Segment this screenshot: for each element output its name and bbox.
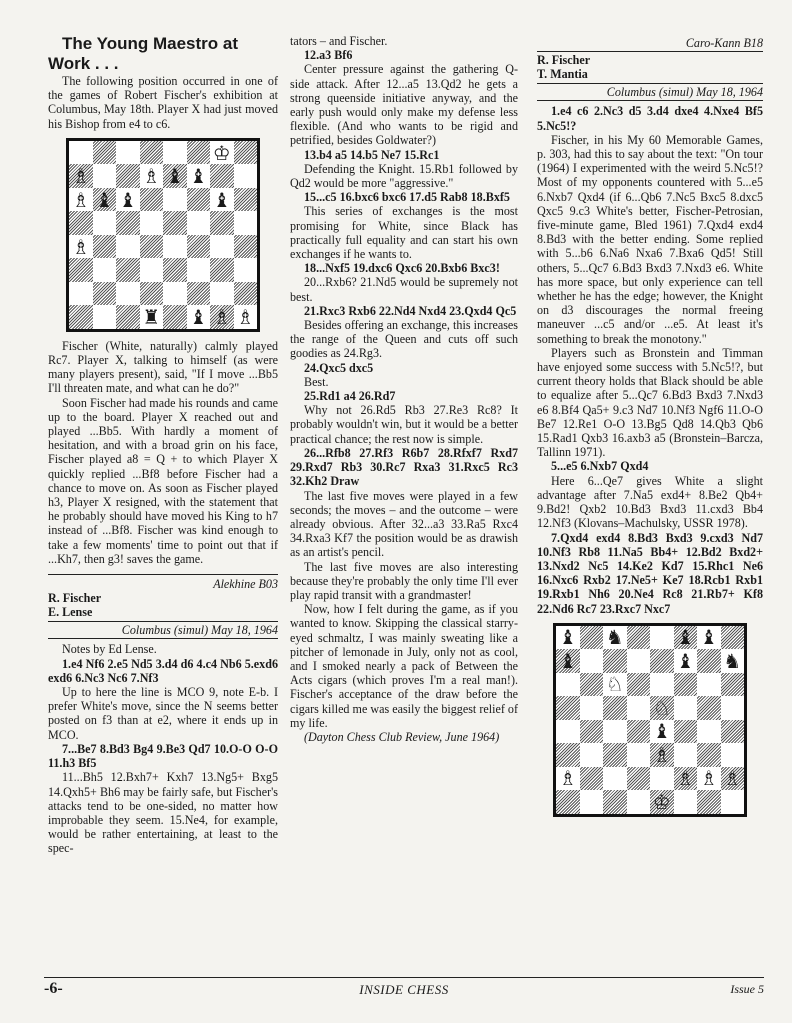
board-square <box>163 164 187 188</box>
board-square <box>93 258 117 282</box>
move-line: 12.a3 Bf6 <box>304 48 353 63</box>
board-square <box>140 305 164 329</box>
board-square <box>93 188 117 212</box>
paragraph: Soon Fischer had made his rounds and came up to the board. Player X reached out and played ...Bb5. With hardly a moment of hesitation, and with a broad grin on his face, Fischer played a8 = Q + to which Player X quickly replied ...Bf8 before Fischer had a chance to move on. As soon as Fischer played h3, Player X resigned, with the statement that he probably should have moved his King to h7 instead of ...Bf8. Fischer was kind enough to take a few moments' time to point out that if ...Kh7, then g3! saves the game. <box>48 395 278 566</box>
page-number: -6- <box>44 980 63 997</box>
board-square <box>674 673 698 697</box>
black-player: T. Mantia <box>537 67 588 82</box>
board-square <box>580 696 604 720</box>
board-square <box>580 649 604 673</box>
paragraph: Why not 26.Rd5 Rb3 27.Re3 Rc8? It probably wouldn't win, but it would be a better practical chance; the rest now is simple. <box>290 403 518 446</box>
board-square <box>556 743 580 767</box>
white-player: R. Fischer <box>537 53 591 68</box>
move-line: 25.Rd1 a4 26.Rd7 <box>304 389 396 404</box>
chess-piece-icon: ♝ <box>189 305 208 330</box>
board-square <box>140 141 164 165</box>
chess-diagram-1 <box>66 138 260 332</box>
magazine-name: INSIDE CHESS <box>359 982 449 997</box>
column-right <box>537 34 763 824</box>
chess-diagram-2 <box>553 623 747 817</box>
page-footer <box>44 977 764 998</box>
board-square <box>674 720 698 744</box>
board-square <box>556 696 580 720</box>
chess-piece-icon: ♝ <box>165 164 184 189</box>
paragraph: Up to here the line is MCO 9, note E-b. I prefer White's move, since the N seems better posted on f3 than at e2, where it ends up in MCO. <box>48 685 278 742</box>
board-square <box>93 164 117 188</box>
board-square <box>556 626 580 650</box>
chess-piece-icon: ♝ <box>558 625 577 650</box>
board-square <box>163 305 187 329</box>
source-citation: (Dayton Chess Club Review, June 1964) <box>304 729 500 744</box>
board-square <box>187 305 211 329</box>
move-line: 15...c5 16.bxc6 bxc6 17.d5 Rab8 18.Bxf5 <box>304 190 510 205</box>
board-square <box>650 626 674 650</box>
board-square <box>234 258 258 282</box>
board-square <box>69 235 93 259</box>
chess-piece-icon: ♝ <box>699 625 718 650</box>
board-square <box>140 235 164 259</box>
board-square <box>627 626 651 650</box>
board-square <box>650 673 674 697</box>
board-square <box>697 696 721 720</box>
paragraph: This series of exchanges is the most promising for White, since Black has practically full equality and can start his own exchanges if he wants to. <box>290 204 518 262</box>
board-square <box>116 141 140 165</box>
board-square <box>556 767 580 791</box>
paragraph: Players such as Bronstein and Timman have enjoyed some success with 5.Nc5!?, but current theory holds that Black should be able to equalize after 5...Qc7 6.Bd3 Bxd3 7.Nxd3 e6 8.Bf4 Qa5+ 9.c3 Nd7 10.Nf3 Ngf6 11.O-O Be7 12.Re1 O-O 13.Bg5 Qd8 14.Qb3 Qb6 15.Rad1 Qxb3 16.axb3 a5 (Bronstein–Barcza, Tallinn 1971). <box>537 345 763 460</box>
board-square <box>210 235 234 259</box>
board-square <box>163 141 187 165</box>
opening-name: Alekhine B03 <box>213 577 278 592</box>
board-square <box>721 790 745 814</box>
chess-piece-icon: ♝ <box>118 187 137 212</box>
board-square <box>116 305 140 329</box>
board-square <box>187 164 211 188</box>
board-square <box>721 696 745 720</box>
board-square <box>210 282 234 306</box>
board-square <box>674 790 698 814</box>
board-square <box>116 188 140 212</box>
board-square <box>627 673 651 697</box>
article-title: The Young Maestro at Work . . . <box>48 34 239 73</box>
board-square <box>210 305 234 329</box>
paragraph: 11...Bh5 12.Bxh7+ Kxh7 13.Ng5+ Bxg5 14.Qxh5+ Bh6 may be fairly safe, but Fischer's attacks tend to be one-sided, no matter how improbable they seem. 15.Ne4, for example, would be rather entertaining, at least to the spec- <box>48 770 278 856</box>
board-square <box>210 188 234 212</box>
board-square <box>234 188 258 212</box>
board-square <box>234 164 258 188</box>
board-square <box>650 767 674 791</box>
chess-piece-icon: ♔ <box>652 789 671 814</box>
board-square <box>697 673 721 697</box>
paragraph: Fischer, in his My 60 Memorable Games, p. 303, had this to say about the text: "On tour (1964) I experimented with the weird 5.Nc5!? Most of my opponents countered with 5...e5 6.Nxb7 Qxd4 (if 6...Qb6 7.Nc5 Bxc5 8.dxc5 Qxc5 9.c3 White's better, Fischer-Petrosian, five-minute game, Bled 1961) 7.Qxd4 exd4 8.Bd3 with the better ending. Some replied with 5...b6 6.Na6 Nxa6 7.Bxa6 Qd5! Still others, 5...Qc7 6.Bd3 Bxd3 7.Nxd3 e6. White has more space, but only experience can tell whether he has the edge; however, the Knight on d3 discourages the normal freeing maneuver ...c5 and/or ...e5. At least it's something to break the monotony." <box>537 132 763 346</box>
board-square <box>187 211 211 235</box>
board-square <box>674 767 698 791</box>
column-left <box>48 34 278 856</box>
chess-piece-icon: ♗ <box>236 305 255 330</box>
chess-piece-icon: ♝ <box>676 648 695 673</box>
game-header-alekhine <box>48 574 278 639</box>
board-square <box>627 790 651 814</box>
chess-piece-icon: ♗ <box>699 766 718 791</box>
move-line: 18...Nxf5 19.dxc6 Qxc6 20.Bxb6 Bxc3! <box>304 261 500 276</box>
chess-piece-icon: ♔ <box>212 140 231 165</box>
board-square <box>580 673 604 697</box>
board-square <box>580 626 604 650</box>
board-square <box>163 188 187 212</box>
board-square <box>234 305 258 329</box>
board-square <box>69 258 93 282</box>
issue-number: Issue 5 <box>730 982 764 996</box>
board-square <box>650 790 674 814</box>
move-line: 13.b4 a5 14.b5 Ne7 15.Rc1 <box>304 147 440 162</box>
paragraph: Defending the Knight. 15.Rb1 followed by Qd2 would be more "aggressive." <box>290 161 518 191</box>
move-line: 21.Rxc3 Rxb6 22.Nd4 Nxd4 23.Qxd4 Qc5 <box>304 303 517 318</box>
board-square <box>580 767 604 791</box>
board-square <box>650 696 674 720</box>
chess-piece-icon: ♗ <box>142 164 161 189</box>
paragraph: Besides offering an exchange, this increases the range of the Queen and cuts off such goodies as 24.Rg3. <box>290 318 518 361</box>
board-square <box>580 790 604 814</box>
board-square <box>93 141 117 165</box>
event-line: Columbus (simul) May 18, 1964 <box>48 621 278 637</box>
chess-piece-icon: ♞ <box>723 648 742 673</box>
board-square <box>234 282 258 306</box>
board-square <box>116 282 140 306</box>
paragraph: Fischer (White, naturally) calmly played Rc7. Player X, talking to himself (as were many players present), said, "If I move ...Bb5 I'll threaten mate, and what can he do?" <box>48 338 278 396</box>
board-square <box>556 673 580 697</box>
chess-piece-icon: ♗ <box>558 766 577 791</box>
paragraph: Here 6...Qe7 gives White a slight advantage after 7.Na5 exd4+ 8.Be2 Qb4+ 9.Bd2! Qxb2 10.Bd3 Bxd3 11.cxd3 Bb4 12.Nf3 (Klovans–Machulsky, USSR 1978). <box>537 473 763 531</box>
board-square <box>674 626 698 650</box>
event-line: Columbus (simul) May 18, 1964 <box>537 83 763 99</box>
board-square <box>603 696 627 720</box>
board-square <box>674 743 698 767</box>
board-square <box>580 720 604 744</box>
board-square <box>93 305 117 329</box>
paragraph: Notes by Ed Lense. <box>62 642 157 657</box>
board-square <box>603 790 627 814</box>
chess-piece-icon: ♝ <box>212 187 231 212</box>
board-square <box>627 649 651 673</box>
board-square <box>116 211 140 235</box>
board-square <box>627 767 651 791</box>
board-square <box>674 649 698 673</box>
board-square <box>721 673 745 697</box>
chess-piece-icon: ♗ <box>212 305 231 330</box>
board-square <box>556 649 580 673</box>
board-square <box>69 141 93 165</box>
move-line: 5...e5 6.Nxb7 Qxd4 <box>551 459 649 474</box>
board-square <box>69 164 93 188</box>
paragraph: The last five moves are also interesting because they're probably the only time I'll ever play rapid transit with a grandmaster! <box>290 559 518 602</box>
board-square <box>163 235 187 259</box>
board-square <box>627 720 651 744</box>
board-square <box>556 790 580 814</box>
board-square <box>69 188 93 212</box>
chess-piece-icon: ♗ <box>723 766 742 791</box>
board-square <box>603 626 627 650</box>
board-square <box>627 696 651 720</box>
board-square <box>140 258 164 282</box>
paragraph: The last five moves were played in a few seconds; the moves – and the outcome – were already obvious. After 32...a3 33.Ra5 Rxc4 34.Rxa3 Kf7 the position would be as drawish as an artist's pencil. <box>290 488 518 560</box>
chess-piece-icon: ♜ <box>142 305 161 330</box>
board-square <box>210 164 234 188</box>
board-square <box>187 141 211 165</box>
paragraph: Now, how I felt during the game, as if you wanted to know. Skipping the classical starry-eyed schmaltz, I was mainly sweating like a pitcher of lemonade in July, only not as cool, and I smoked nearly a pack of Between the Acts cigars (which proves I'm a real man!). Fischer's acceptance of the draw before the cigars killed me was easily the biggest relief of my life. <box>290 602 518 730</box>
chess-piece-icon: ♞ <box>605 625 624 650</box>
board-square <box>234 141 258 165</box>
board-square <box>140 282 164 306</box>
move-line: 1.e4 Nf6 2.e5 Nd5 3.d4 d6 4.c4 Nb6 5.exd6 exd6 6.Nc3 Nc6 7.Nf3 <box>48 656 278 685</box>
move-line: 1.e4 c6 2.Nc3 d5 3.d4 dxe4 4.Nxe4 Bf5 5.Nc5!? <box>537 104 763 133</box>
board-square <box>674 696 698 720</box>
board-square <box>163 282 187 306</box>
chess-piece-icon: ♘ <box>652 695 671 720</box>
chess-piece-icon: ♗ <box>71 164 90 189</box>
chess-piece-icon: ♝ <box>189 164 208 189</box>
board-square <box>187 235 211 259</box>
game-header-caro-kann <box>537 34 763 101</box>
board-square <box>697 767 721 791</box>
chess-piece-icon: ♗ <box>71 187 90 212</box>
board-square <box>603 720 627 744</box>
board-square <box>210 141 234 165</box>
board-square <box>603 743 627 767</box>
chess-piece-icon: ♗ <box>652 742 671 767</box>
paragraph: Best. <box>304 374 329 389</box>
chess-piece-icon: ♝ <box>652 719 671 744</box>
chess-piece-icon: ♝ <box>558 648 577 673</box>
board-square <box>187 188 211 212</box>
board-square <box>187 282 211 306</box>
board-square <box>187 258 211 282</box>
move-line: 7...Be7 8.Bd3 Bg4 9.Be3 Qd7 10.O-O O-O 11.h3 Bf5 <box>48 741 278 771</box>
board-square <box>234 235 258 259</box>
board-square <box>697 720 721 744</box>
paragraph: Center pressure against the gathering Q-side attack. After 12...a5 13.Qd2 he gets a strong queenside initiative anyway, and the early push would only make my defense less flexible. (And who wants to be rigid and petrified, besides Goldwater?) <box>290 62 518 148</box>
move-line: 26...Rfb8 27.Rf3 R6b7 28.Rfxf7 Rxd7 29.Rxd7 Rb3 30.Rc7 Rxa3 31.Rxc5 Rc3 32.Kh2 Draw <box>290 445 518 489</box>
board-square <box>721 720 745 744</box>
board-square <box>116 258 140 282</box>
chess-piece-icon: ♝ <box>95 187 114 212</box>
board-square <box>210 258 234 282</box>
board-square <box>69 305 93 329</box>
board-square <box>603 649 627 673</box>
board-square <box>116 164 140 188</box>
board-square <box>603 673 627 697</box>
board-square <box>603 767 627 791</box>
board-square <box>580 743 604 767</box>
board-square <box>116 235 140 259</box>
black-player: E. Lense <box>48 605 93 620</box>
board-square <box>721 626 745 650</box>
board-square <box>210 211 234 235</box>
board-square <box>163 211 187 235</box>
board-square <box>93 211 117 235</box>
board-square <box>650 649 674 673</box>
chess-piece-icon: ♗ <box>71 234 90 259</box>
board-square <box>234 211 258 235</box>
chess-piece-icon: ♗ <box>676 766 695 791</box>
paragraph: The following position occurred in one of the games of Robert Fischer's exhibition at Columbus, May 18th. Player X had just moved his Bishop from e4 to c6. <box>48 74 278 131</box>
board-square <box>627 743 651 767</box>
board-square <box>140 164 164 188</box>
board-square <box>721 743 745 767</box>
board-square <box>163 258 187 282</box>
board-square <box>140 188 164 212</box>
board-square <box>650 720 674 744</box>
board-square <box>697 649 721 673</box>
opening-name: Caro-Kann B18 <box>537 36 763 52</box>
white-player: R. Fischer <box>48 591 102 606</box>
board-square <box>93 235 117 259</box>
column-middle <box>290 34 518 744</box>
board-square <box>93 282 117 306</box>
board-square <box>140 211 164 235</box>
board-square <box>69 211 93 235</box>
board-square <box>556 720 580 744</box>
chess-piece-icon: ♘ <box>605 672 624 697</box>
board-square <box>721 767 745 791</box>
board-square <box>721 649 745 673</box>
board-square <box>650 743 674 767</box>
board-square <box>697 626 721 650</box>
chess-piece-icon: ♝ <box>676 625 695 650</box>
board-square <box>697 743 721 767</box>
board-square <box>69 282 93 306</box>
paragraph: tators – and Fischer. <box>290 34 388 48</box>
board-square <box>697 790 721 814</box>
move-line: 7.Qxd4 exd4 8.Bd3 Bxd3 9.cxd3 Nd7 10.Nf3 Rb8 11.Na5 Bb4+ 12.Bd2 Bxd2+ 13.Nxd2 Nc5 14.Ke2 Kd7 15.Rhc1 Ne6 16.Nxc6 Rxb2 17.Ne5+ Ke7 18.Rcb1 Rxb1 19.Rxb1 Nh6 20.Ne4 Rc8 21.Rb7+ Kf8 22.Nd6 Rc7 23.Rxc7 Nxc7 <box>537 530 763 616</box>
paragraph: 20...Rxb6? 21.Nd5 would be supremely not best. <box>290 275 518 304</box>
move-line: 24.Qxc5 dxc5 <box>304 360 374 375</box>
